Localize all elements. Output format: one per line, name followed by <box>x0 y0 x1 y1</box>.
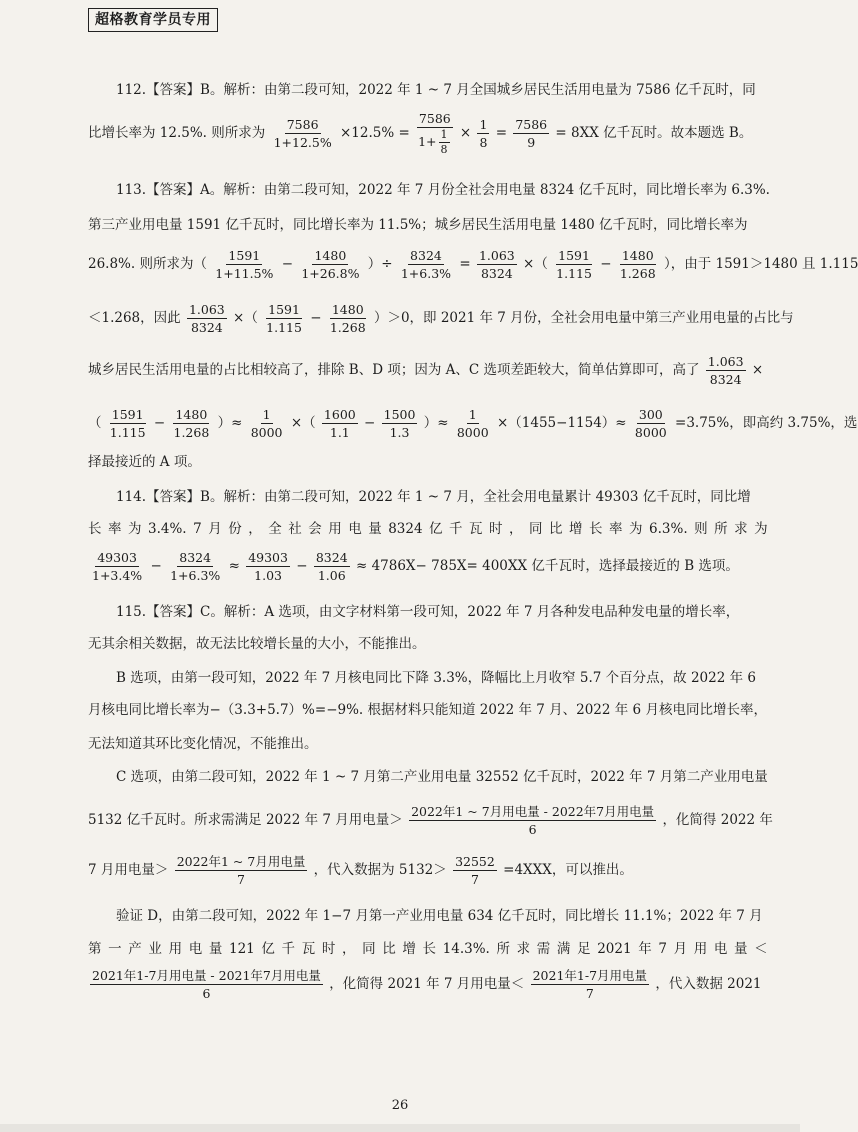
text-token: 则 <box>694 521 708 537</box>
q113-line-6: （ $\frac{1591}{1.115}$ − $\frac{1480}{1.268}$ ）≈ $\frac{1}{8000}$ ×（ $\frac{1600}{1.1}$ − $\frac{1500}{1.3}$ ）≈ $\frac{1}{8000}$ ×（1455−1154）≈ $\frac{300}{8000}$ =3.75%，即高约 3.75%，选 <box>88 407 858 440</box>
text-token: 121 <box>228 941 255 957</box>
text-token: 瓦 <box>301 941 316 957</box>
fraction: $\frac{\text{2021年1-7月用电量 - 2021年7月用电量}}{6}$ <box>92 968 321 1001</box>
text-token: 为 <box>754 521 768 537</box>
fraction: $\frac{32552}{7}$ <box>455 854 495 887</box>
fraction: $\frac{8324}{1+6.3\%}$ <box>400 248 452 281</box>
q115-line-4: 月核电同比增长率为−（3.3+5.7）%=−9%. 根据材料只能知道 2022 年 7 月、2022 年 6 月核电同比增长率， <box>88 702 767 718</box>
text-token: 量 <box>368 521 382 537</box>
text-token: 长 <box>422 941 437 957</box>
header-label: 超格教育学员专用 <box>88 8 218 32</box>
fraction: $\frac{\text{2022年1 \textasciitilde{} 7月用电量}}{7}$ <box>176 854 306 887</box>
text-token: 瓦 <box>469 521 483 537</box>
fraction: $\frac{1600}{1.1}$ <box>323 407 356 440</box>
fraction: $\frac{1591}{1.115}$ <box>556 248 592 281</box>
fraction: $\frac{1480}{1+26.8\%}$ <box>301 248 360 281</box>
q115-line-8: 7 月用电量＞ $\frac{\text{2022年1 \textasciitilde{} 7月用电量}}{7}$ ，代入数据为 5132＞ $\frac{32552}{7}$ =4XXX，可以推出。 <box>88 854 633 887</box>
text-token: 所 <box>714 521 728 537</box>
q114-line-3: $\frac{49303}{1+3.4\%}$ − $\frac{8324}{1+6.3\%}$ ≈ $\frac{49303}{1.03}$ − $\frac{8324}{1.06}$ ≈ 4786X− 785X= 400XX 亿千瓦时，选择最接近的 B 选项。 <box>92 550 739 583</box>
bottom-edge <box>0 1124 800 1132</box>
q114-line-2 <box>88 519 768 539</box>
fraction: $\frac{1}{8000}$ <box>250 407 283 440</box>
fraction: $\frac{7586}{9}$ <box>515 117 548 150</box>
text-token: 份 <box>228 521 242 537</box>
fraction: $\frac{7586}{1+12.5\%}$ <box>273 117 332 150</box>
fraction: $\frac{1591}{1.115}$ <box>109 407 146 440</box>
q112-line-1: 112.【答案】B。解析：由第二段可知，2022 年 1 ~ 7 月全国城乡居民生活用电量为 7586 亿千瓦时，同 <box>116 82 756 98</box>
text-token: 千 <box>449 521 463 537</box>
text-token: ， <box>341 941 356 957</box>
text-token: ， <box>248 521 262 537</box>
text-token: 月 <box>208 521 222 537</box>
page-number: 26 <box>391 1098 409 1113</box>
text-token: ＜ <box>754 941 768 957</box>
text-token: 用 <box>693 941 708 957</box>
text-token: 电 <box>188 941 203 957</box>
fraction: $\frac{1500}{1.3}$ <box>383 407 416 440</box>
q115-line-6: C 选项，由第二段可知，2022 年 1 ~ 7 月第二产业用电量 32552 亿千瓦时，2022 年 7 月第二产业用电量 <box>116 769 768 785</box>
text-token: 所 <box>496 941 510 957</box>
text-token: 一 <box>108 941 122 957</box>
q115-line-3: B 选项，由第一段可知，2022 年 7 月核电同比下降 3.3%，降幅比上月收窄 5.7 个百分点，故 2022 年 6 <box>116 670 756 686</box>
text-token: 年 <box>638 941 652 957</box>
fraction: $\frac{1591}{1+11.5\%}$ <box>215 248 274 281</box>
q115-line-7: 5132 亿千瓦时。所求需满足 2022 年 7 月用电量＞ $\frac{\text{2022年1 \textasciitilde{} 7月用电量 - 2022年7月用电量}}{6}$ ，化简得 2022 年 <box>88 804 773 837</box>
q113-line-4: ＜1.268，因此 $\frac{1.063}{8324}$ ×（ $\frac{1591}{1.115}$ − $\frac{1480}{1.268}$ ）＞0，即 2021 年 7 月份，全社会用电量中第三产业用电量的占比与 <box>88 302 794 335</box>
fraction: $\frac{1.063}{8324}$ <box>707 354 744 387</box>
text-token: 时 <box>489 521 503 537</box>
text-token: 电 <box>713 941 728 957</box>
q115-line-2: 无其余相关数据，故无法比较增长量的大小，不能推出。 <box>88 636 426 652</box>
q113-line-7: 择最接近的 A 项。 <box>88 454 201 470</box>
text-token: 增 <box>569 521 583 537</box>
text-token: 2021 <box>597 941 632 957</box>
fraction: $\frac{\text{2021年1-7月用电量}}{7}$ <box>532 968 648 1001</box>
text-token: 为 <box>128 521 142 537</box>
text-token: ， <box>509 521 523 537</box>
fraction: $\frac{8324}{1+6.3\%}$ <box>170 550 221 583</box>
text-token: 量 <box>208 941 223 957</box>
fraction: $\frac{1591}{1.115}$ <box>266 302 302 335</box>
fraction: $\frac{1.063}{8324}$ <box>478 248 515 281</box>
fraction: $\frac{1}{8000}$ <box>456 407 489 440</box>
text-token: 8324 <box>388 521 423 537</box>
nested-fraction: $\frac{1}{8}$ <box>440 128 448 156</box>
text-token: 7 <box>193 521 202 537</box>
text-token: 月 <box>673 941 688 957</box>
text-token: 6.3%. <box>649 521 688 537</box>
text-token: 用 <box>168 941 183 957</box>
text-token: 为 <box>629 521 643 537</box>
q113-line-3: 26.8%. 则所求为（ $\frac{1591}{1+11.5\%}$ − $\frac{1480}{1+26.8\%}$ ）÷ $\frac{8324}{1+6.3\%}$ = $\frac{1.063}{8324}$ ×（ $\frac{1591}{1.115}$ − $\frac{1480}{1.268}$ ），由于 1591＞1480 且 1.115 <box>88 248 858 281</box>
text-token: 7 <box>658 941 667 957</box>
text-token: 求 <box>734 521 748 537</box>
q115-line-10 <box>88 939 768 959</box>
text-token: 同 <box>529 521 543 537</box>
text-token: 足 <box>577 941 591 957</box>
fraction: $\frac{300}{8000}$ <box>634 407 667 440</box>
text-token: 增 <box>402 941 416 957</box>
text-token: 电 <box>348 521 362 537</box>
q113-line-5: 城乡居民生活用电量的占比相较高了，排除 B、D 项；因为 A、C 选项差距较大，简单估算即可，高了 $\frac{1.063}{8324}$ × <box>88 354 764 387</box>
fraction: $\frac{1}{8}$ <box>479 117 488 150</box>
text-token: 满 <box>556 941 571 957</box>
fraction: $\frac{49303}{1.03}$ <box>248 550 288 583</box>
fraction: $\frac{1480}{1.268}$ <box>173 407 210 440</box>
text-token: 社 <box>288 521 302 537</box>
text-token: 长 <box>88 521 102 537</box>
q115-line-5: 无法知道其环比变化情况，不能推出。 <box>88 736 318 752</box>
q112-line-2: 比增长率为 12.5%. 则所求为 $\frac{7586}{1+12.5\%}$ ×12.5% = 7586 1+ $\frac{1}{8}$ × $\frac{1}{8}$ = $\frac{7586}{9}$ = 8XX 亿千瓦时。故本题选 B。 <box>88 111 753 156</box>
text-token: 比 <box>382 941 396 957</box>
q115-line-11: $\frac{\text{2021年1-7月用电量 - 2021年7月用电量}}{6}$ ，化简得 2021 年 7 月用电量＜ $\frac{\text{2021年1-7月用电量}}{7}$ ，代入数据 2021 <box>92 968 762 1001</box>
text-token: 亿 <box>429 521 443 537</box>
fraction: $\frac{49303}{1+3.4\%}$ <box>92 550 143 583</box>
text-token: 业 <box>148 941 162 957</box>
text-token: 会 <box>308 521 322 537</box>
text-token: 量 <box>734 941 748 957</box>
text-token: 需 <box>536 941 551 957</box>
text-token: 比 <box>549 521 563 537</box>
text-token: 第 <box>88 941 102 957</box>
text-token: 产 <box>128 941 142 957</box>
text-token: 用 <box>328 521 342 537</box>
q113-line-1: 113.【答案】A。解析：由第二段可知，2022 年 7 月份全社会用电量 8324 亿千瓦时，同比增长率为 6.3%. <box>116 182 770 198</box>
fraction: $\frac{\text{2022年1 \textasciitilde{} 7月用电量 - 2022年7月用电量}}{6}$ <box>411 804 655 837</box>
text-token: 全 <box>268 521 282 537</box>
q114-line-1: 114.【答案】B。解析：由第二段可知，2022 年 1 ~ 7 月，全社会用电量累计 49303 亿千瓦时，同比增 <box>116 489 751 505</box>
text-token: 时 <box>321 941 336 957</box>
text-token: 同 <box>362 941 376 957</box>
text-token: 求 <box>516 941 531 957</box>
fraction: 7586 1+ $\frac{1}{8}$ <box>418 111 451 156</box>
text-token: 长 <box>589 521 603 537</box>
q113-line-2: 第三产业用电量 1591 亿千瓦时，同比增长率为 11.5%；城乡居民生活用电量 1480 亿千瓦时，同比增长率为 <box>88 217 748 233</box>
q115-line-1: 115.【答案】C。解析：A 选项，由文字材料第一段可知，2022 年 7 月各种发电品种发电量的增长率， <box>116 604 740 620</box>
text-token: 亿 <box>261 941 275 957</box>
fraction: $\frac{1480}{1.268}$ <box>329 302 366 335</box>
text-token: 率 <box>108 521 122 537</box>
text-token: 3.4%. <box>148 521 187 537</box>
text-token: 千 <box>281 941 296 957</box>
fraction: $\frac{8324}{1.06}$ <box>315 550 348 583</box>
text-token: 14.3%. <box>442 941 490 957</box>
q115-line-9: 验证 D，由第二段可知，2022 年 1−7 月第一产业用电量 634 亿千瓦时，同比增长 11.1%；2022 年 7 月 <box>116 908 763 924</box>
fraction: $\frac{1.063}{8324}$ <box>188 302 225 335</box>
text-token: 率 <box>609 521 623 537</box>
fraction: $\frac{1480}{1.268}$ <box>619 248 656 281</box>
